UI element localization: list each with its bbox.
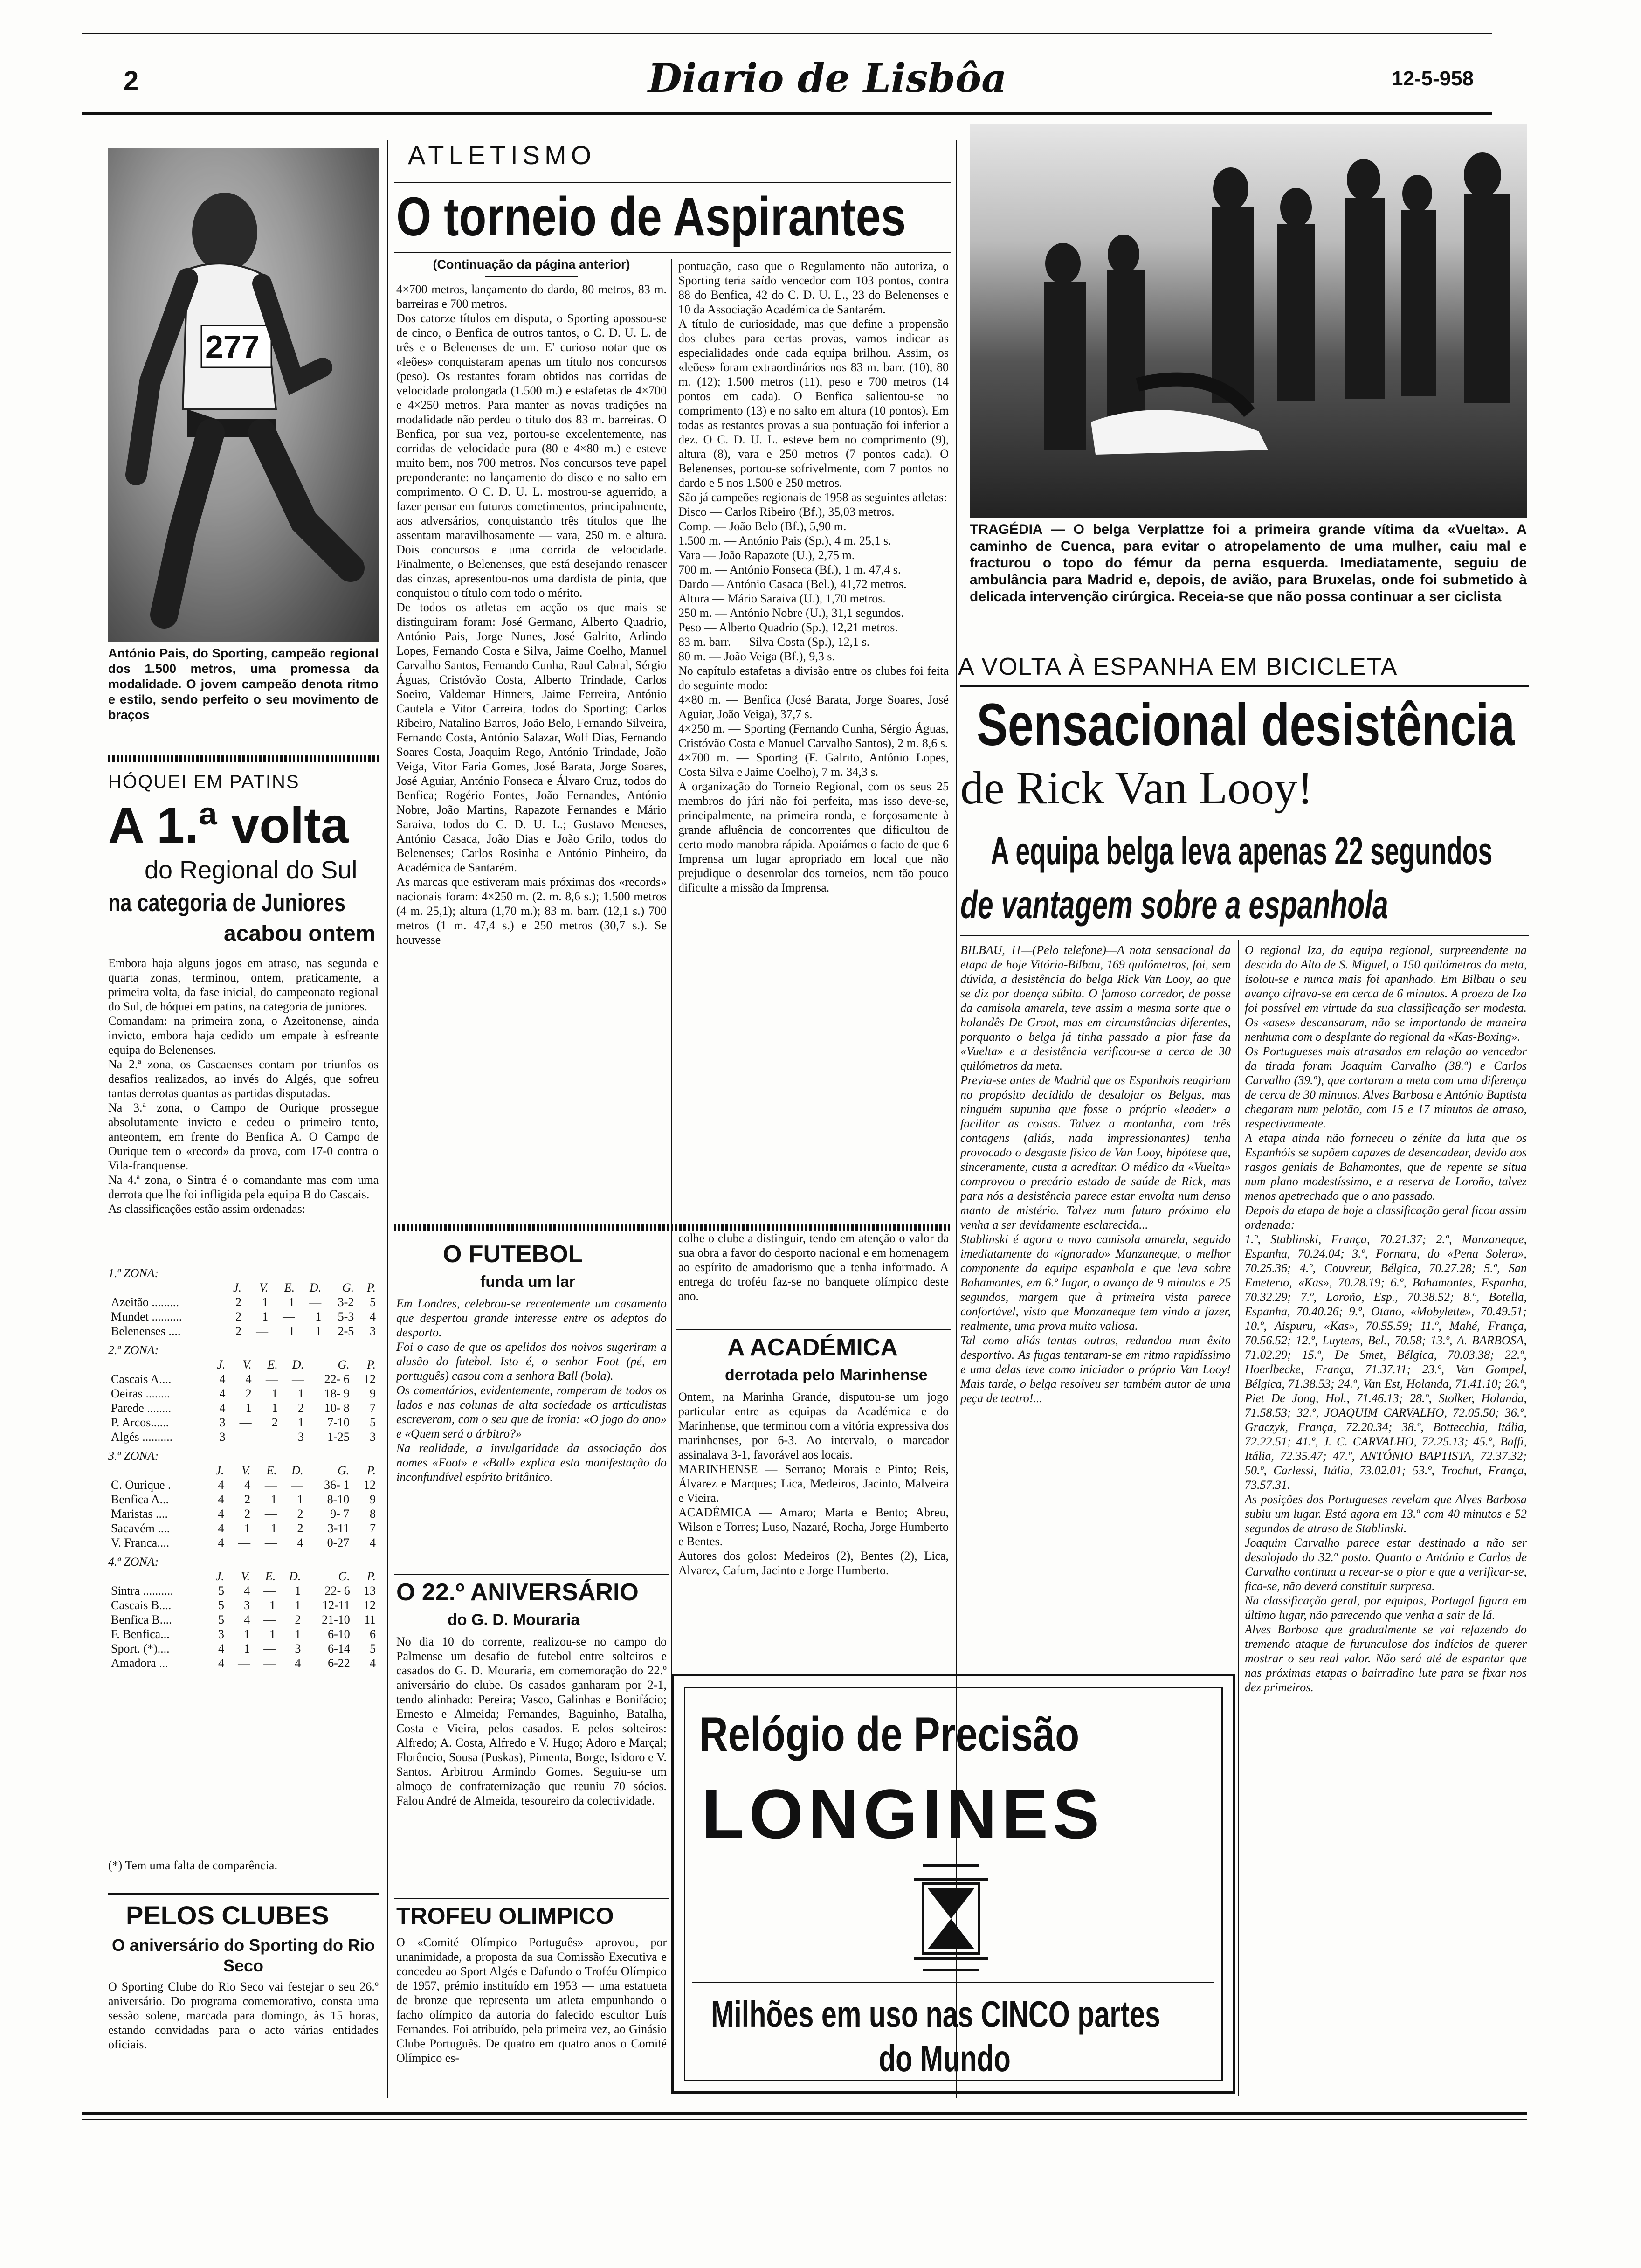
tragedia-caption: TRAGÉDIA — O belga Verplattze foi a primeira grande vítima da «Vuelta». A caminho de Cuenca, para evitar o atropelamento de uma mulher, caiu mal e fracturou o topo do fémur da perna esquerda. Imediatamente, seguiu de ambulância para Madrid e, depois, de avião, para Bruxelas, onde foi submetido à delicada intervenção cirúrgica. Receia-se que não possa continuar a ser ciclista xyxy=(970,522,1527,604)
table-row: Benfica B.... 5 4 — 2 21-10 11 xyxy=(111,1613,376,1626)
futebol-title: O FUTEBOL xyxy=(443,1241,583,1268)
masthead-date: 12-5-958 xyxy=(1392,67,1474,90)
table-row: Oeiras ........ 4 2 1 1 18- 9 9 xyxy=(111,1387,376,1400)
table-row: Sintra .......... 5 4 — 1 22- 6 13 xyxy=(111,1584,376,1597)
atletismo-headline: O torneio de Aspirantes xyxy=(396,186,906,248)
table-header: J. V. E. D. G. P. xyxy=(217,1358,376,1371)
volta-headline-d: de vantagem sobre a espanhola xyxy=(960,883,1388,927)
standings-table xyxy=(108,1280,379,1338)
mouraria-subtitle: do G. D. Mouraria xyxy=(448,1611,580,1629)
divider xyxy=(108,755,379,762)
runner-caption: António Pais, do Sporting, campeão regional dos 1.500 metros, uma promessa da modalidade. O jovem campeão denota ritmo e estilo, sendo perfeito o seu movimento de braços xyxy=(108,646,379,722)
page-number: 2 xyxy=(124,66,139,96)
ad-headline: Relógio de Precisão xyxy=(699,1708,1080,1762)
table-row: Parede ........ 4 1 1 2 10- 8 7 xyxy=(111,1401,376,1415)
table-row: V. Franca.... 4 — — 4 0-27 4 xyxy=(111,1536,376,1549)
top-rule xyxy=(82,33,1492,34)
trofeu-body: O «Comité Olímpico Português» aprovou, por unanimidade, a proposta da sua Comissão Executiva e concedeu ao Sport Algés e Dafundo o Troféu Olímpico de 1957, prémio instituído em 1953 — uma estatueta de bronze que representa um atleta empunhando o facho olímpico da autoria do falecido escultor Luís Fernandes. Foi atribuído, pela primeira vez, ao Ginásio Clube Português. De quatro em quatro anos o Comité Olímpico es- xyxy=(396,1936,667,2065)
zone-label: 4.ª ZONA: xyxy=(108,1555,159,1569)
table-row: Cascais A.... 4 4 — — 22- 6 12 xyxy=(111,1372,376,1386)
masthead-rule xyxy=(82,112,1492,115)
volta-headline-b: de Rick Van Looy! xyxy=(960,762,1313,814)
atletismo-section: ATLETISMO xyxy=(408,140,596,170)
atletismo-col1: 4×700 metros, lançamento do dardo, 80 metros, 83 m. barreiras e 700 metros. Dos catorze títulos em disputa, o Sporting apossou-se de cinco, o Benfica de outros tantos, o C. D. U. L. de três e o Belenenses de um. E' curioso notar que os «leões» conquistaram apenas um título nos concursos (peso). Os restantes foram obtidos nas corridas de velocidade prolongada (1.500 m.) e estafetas de 4×700 e 4×250 metros. Para manter as novas tradições na modalidade não perdeu o título dos 83 m. barreiras. O Benfica, por sua vez, portou-se excelentemente, nas corridas de velocidade pura (80 e 4×80 m.) e esteve muito bem, nos 700 metros. Nos concursos teve papel preponderante: no lançamento do disco e no salto em comprimento. O C. D. U. L. mostrou-se aguerrido, a fazer pensar em futuros cometimentos, principalmente, aos adversários, conquistando três títulos que lhe assentam maravilhosamente — vara, 250 m. e altura. Dois concursos e uma corrida de velocidade. Finalmente, o Belenenses, que está desejando renascer das cinzas, apresentou-nos uma dardista de pinta, que conquistou o título com todo o mérito. De todos os atletas em acção os que mais se distinguiram foram: José Germano, Alberto Quadrio, António Pais, Jorge Nunes, José Galrito, Arlindo Lopes, Fernando Costa e Silva, Jaime Coelho, Manuel Carvalho Santos, Fernando Cunha, Raul Cabral, Sérgio Águas, Cristóvão Costa, Alberto Trindade, Carlos Soeiro, Valdemar Hinners, Jaime Ferreira, António Cautela e Vitor Carreira, todos do Sporting; Carlos Ribeiro, Natalino Barros, João Belo, Fernando Silveira, Fernando Costa, António Salazar, Wolf Dias, Fernando Soares Costa, Joaquim Rego, António Trindade, João Veiga, Vitor Faria Gomes, José Barata, Jorge Soares, José Aguiar, António Fonseca e Álvaro Cruz, todos do Benfica; Rogério Fontes, João Fernandes, António Nobre, João Martins, Rapazote Fernandes e Mário Saraiva, todos do C. D. U. L.; Gustavo Meneses, António Casaca, João Dias e João Grilo, todos do Belenenses; Carlos Rosinha e António Pinheiro, da Académica de Santarém. As marcas que estiveram mais próximas dos «records» nacionais foram: 4×250 m. (2. m. 8,6 s.); 1.500 metros (4 m. 25,1); altura (1,70 m.); 83 m. barr. (12,1 s.) 700 metros (1 m. 47,4 s.) e 250 metros (30,7 s.). Se houvesse xyxy=(396,283,667,947)
standings-table xyxy=(108,1463,379,1550)
futebol-body: Em Londres, celebrou-se recentemente um casamento que despertou grande interesse entre os adeptos do desporto. Foi o caso de que os apelidos dos noivos sugeriram a alusão do futebol. Isto é, o senhor Foot (pé, em português) casou com a senhora Ball (bola). Os comentários, evidentemente, romperam de todos os lados e nas colunas de alta sociedade os articulistas escreveram, com o seu que de ironia: «O jogo do ano» e «Quem será o árbitro?» Na realidade, a invulgaridade da associação dos nomes «Foot» e «Ball» explica esta manifestação do inconfundível espírito britânico. xyxy=(396,1297,667,1484)
volta-headline: Sensacional desistência xyxy=(977,691,1515,758)
hoquei-headline-b: do Regional do Sul xyxy=(145,856,358,884)
runner-figure xyxy=(108,148,379,642)
volta-headline-c: A equipa belga leva apenas 22 segundos xyxy=(991,829,1493,873)
continuation-note: (Continuação da página anterior) xyxy=(433,257,630,271)
hourglass-logo xyxy=(914,1860,988,1972)
table-row: Belenenses .... 2 — 1 1 2-5 3 xyxy=(111,1324,376,1338)
table-row: P. Arcos...... 3 — 2 1 7-10 5 xyxy=(111,1416,376,1429)
academica-title: A ACADÉMICA xyxy=(727,1334,898,1361)
zone-label: 1.ª ZONA: xyxy=(108,1266,159,1280)
standings-table xyxy=(108,1357,379,1444)
mouraria-title: O 22.º ANIVERSÁRIO xyxy=(396,1579,639,1606)
hoquei-standings xyxy=(108,1266,379,1670)
table-row: Cascais B.... 5 3 1 1 12-11 12 xyxy=(111,1598,376,1612)
masthead-title: Diario de Lisbôa xyxy=(648,55,1007,101)
trofeu-title: TROFEU OLIMPICO xyxy=(396,1903,614,1929)
hoquei-section: HÓQUEI EM PATINS xyxy=(108,772,300,792)
atletismo-col2: pontuação, caso que o Regulamento não autoriza, o Sporting teria saído vencedor com 103 pontos, contra 88 do Benfica, 42 do C. D. U. L., 23 do Belenenses e 10 da Associação Académica de Santarém. A título de curiosidade, mas que define a propensão dos clubes para certas provas, vamos indicar as especialidades onde cada equipa brilhou. Assim, os «leões» foram extraordinários nos 83 m. barr. (10), 80 m. (12); 1.500 metros (11), peso e 700 metros (14 pontos em cada). O Benfica salientou-se no comprimento (13) e no salto em altura (10 pontos). Em todas as restantes provas a sua pontuação foi inferior a dez. O C. D. U. L. esteve bem no comprimento (9), altura (8), vara e 250 metros (7 pontos cada). O Belenenses, portou-se sofrivelmente, com 7 pontos no dardo e 5 nos 1.500 e 250 metros. São já campeões regionais de 1958 as seguintes atletas: Disco — Carlos Ribeiro (Bf.), 35,03 metros. Comp. — João Belo (Bf.), 5,90 m. 1.500 m. — António Pais (Sp.), 4 m. 25,1 s. Vara — João Rapazote (U.), 2,75 m. 700 m. — António Fonseca (Bf.), 1 m. 47,4 s. Dardo — António Casaca (Bel.), 41,72 metros. Altura — Mário Saraiva (U.), 1,70 metros. 250 m. — António Nobre (U.), 31,1 segundos. Peso — Alberto Quadrio (Sp.), 12,21 metros. 83 m. barr. — Silva Costa (Sp.), 12,1 s. 80 m. — João Veiga (Bf.), 9,3 s. No capítulo estafetas a divisão entre os clubes foi feita do seguinte modo: 4×80 m. — Benfica (José Barata, Jorge Soares, José Aguiar, João Veiga), 37,7 s. 4×250 m. — Sporting (Fernando Cunha, Sérgio Águas, Cristóvão Costa e Manuel Carvalho Santos), 2 m. 8,6 s. 4×700 m. — Sporting (F. Galrito, António Lopes, Costa Silva e Jaime Coelho), 7 m. 34,3 s. A organização do Torneio Regional, com os seus 25 membros do júri não foi perfeita, mas isso deve-se, principalmente, na primeira ronda, e forçosamente à grande afluência de concorrentes que dificultou de certo modo manobra rápida. Apoiámos o facto de que 6 Imprensa um lugar apropriado em local que não prejudique o desenrolar dos torneios, nem tão pouco dificulte a missão da Imprensa. xyxy=(678,259,949,894)
academica-subtitle: derrotada pelo Marinhense xyxy=(725,1366,928,1384)
table-row: Sport. (*).... 4 1 — 3 6-14 5 xyxy=(111,1642,376,1655)
table-row: C. Ourique . 4 4 — — 36- 1 12 xyxy=(111,1478,376,1492)
table-header: J. V. E. D. G. P. xyxy=(215,1464,376,1477)
table-row: Algés .......... 3 — — 3 1-25 3 xyxy=(111,1430,376,1444)
bottom-rule xyxy=(82,2112,1527,2115)
futebol-cont: colhe o clube a distinguir, tendo em atenção o valor da sua obra a favor do desporto nacional e em homenagem ao espírito de amadorismo que a tenha informado. A entrega do troféu faz-se no banquete olímpico deste ano. xyxy=(678,1231,949,1303)
zone-label: 2.ª ZONA: xyxy=(108,1343,159,1357)
academica-body: Ontem, na Marinha Grande, disputou-se um jogo particular entre as equipas da Académica e do Marinhense, que terminou com a vitória expressiva dos marinhenses, por 6-3. Ao intervalo, o marcador assinalava 3-1, favorável aos locais. MARINHENSE — Serrano; Morais e Pinto; Reis, Álvarez e Marques; Lica, Medeiros, Jacinto, Malveira e Vieira. ACADÉMICA — Amaro; Marta e Bento; Abreu, Wilson e Torres; Luso, Nazaré, Rocha, Jorge Humberto e Bentes. Autores dos golos: Medeiros (2), Bentes (2), Lica, Alvarez, Cafum, Jacinto e Jorge Humberto. xyxy=(678,1390,949,1577)
ad-brand: LONGINES xyxy=(702,1775,1104,1853)
longines-ad xyxy=(671,1674,1235,2094)
clubes-body: O Sporting Clube do Rio Seco vai festejar o seu 26.º aniversário. Do programa comemorativo, consta uma sessão solene, marcada para domingo, às 15 horas, estando convidadas para o acto várias entidades oficiais. xyxy=(108,1980,379,2051)
hoquei-footnote: (*) Tem uma falta de comparência. xyxy=(108,1859,277,1872)
clubes-title: PELOS CLUBES xyxy=(126,1901,329,1930)
table-row: Mundet .......... 2 1 — 1 5-3 4 xyxy=(111,1310,376,1323)
table-row: Azeitão ......... 2 1 1 — 3-2 5 xyxy=(111,1295,376,1309)
volta-section: A VOLTA À ESPANHA EM BICICLETA xyxy=(958,653,1398,680)
ad-tagline: Milhões em uso nas CINCO partes xyxy=(711,1993,1160,2035)
zone-label: 3.ª ZONA: xyxy=(108,1449,159,1463)
bib-number: 277 xyxy=(205,329,260,365)
futebol-subtitle: funda um lar xyxy=(480,1273,576,1291)
volta-col1: BILBAU, 11—(Pelo telefone)—A nota sensacional da etapa de hoje Vitória-Bilbau, 169 quilómetros, foi, sem dúvida, a desistência do belga Rick Van Looy, ao que se diz por doença súbita. O famoso corredor, de posse da camisola amarela, teve assim a mesma sorte que o holandês De Groot, mas em circunstâncias diferentes, porquanto o belga já tinha passado a pior fase da «Vuelta» e a desistência verificou-se a cerca de 30 quilómetros da meta. Previa-se antes de Madrid que os Espanhois reagiriam no propósito decidido de desalojar os Belgas, mas ninguém supunha que fosse o próprio «leader» a facilitar as coisas. Talvez a montanha, com três contagens (aliás, nada impressionantes) tenha provocado o desgaste físico de Van Looy, hipótese que, sinceramente, custa a acreditar. O médico da «Vuelta» comprovou o precário estado de saúde de Rick, mas para nós a desistência parece estar envolta num denso manto de mistério. Talvez num futuro próximo ela venha a ser devidamente esclarecida... Stablinski é agora o novo camisola amarela, seguido imediatamente do «ignorado» Manzaneque, o melhor componente da equipa espanhola e que leva sobre Bahamontes, em 6.º lugar, o avanço de 9 minutos e 25 segundos, margem que à primeira vista parece confortável, visto que Manzaneque tem vindo a fazer, realmente, uma prova muito valiosa. Tal como aliás tantas outras, redundou num êxito desportivo. As fugas tentaram-se em ritmo rapidíssimo e uma delas teve como iniciador o próprio Van Looy! Mais tarde, o belga resolveu ser também autor de uma peça de teatro!... xyxy=(960,943,1231,1405)
tragedia-photo xyxy=(970,124,1527,518)
volta-col2: O regional Iza, da equipa regional, surpreendente na descida do Alto de S. Miguel, a 150 quilómetros da meta, isolou-se e nunca mais foi apanhado. Em Bilbau o seu avanço cifrava-se em cerca de 6 minutos. A proeza de Iza foi possível em virtude da sua classificação ser modesta. Os «ases» descansaram, não se importando de maneira nenhuma com o desplante do regional da «Kas-Boxing». Os Portugueses mais atrasados em relação ao vencedor da tirada foram Joaquim Carvalho (38.º) e Carlos Carvalho (39.º), que cortaram a meta com uma diferença de cerca de 30 minutos. Alves Barbosa e António Baptista chegaram num pelotão, com 15 e 17 minutos de atraso, respectivamente. A etapa ainda não forneceu o zénite da luta que os Espanhóis se supõem capazes de desencadear, devido aos rasgos geniais de Bahamontes, que de repente se situa num plano modestíssimo, e a reserva de Loroño, talvez menos apetrechado que o ano passado. Depois da etapa de hoje a classificação geral ficou assim ordenada: 1.º, Stablinski, França, 70.21.37; 2.º, Manzaneque, Espanha, 70.24.04; 3.º, Fornara, do «Pena Solera», 70.25.36; 4.º, Couvreur, Bélgica, 70.27.28; 5.º, San Emeterio, «Kas», 70.28.19; 6.º, Bahamontes, Espanha, 70.32.29; 7.º, Loroño, Esp., 70.38.52; 8.º, Botella, Espanha, 70.40.26; 9.º, Otano, «Mobylette», 70.49.51; 10.º, Aispuru, «Kas», 70.55.59; 11.º, Mahé, França, 70.56.52; 12.º, Luytens, Bel., 70.58; 13.º, A. BARBOSA, 71.02.29; 15.º, De Smet, Bélgica, 70.03.38; 22.º, Hoerlbecke, França, 71.37.11; 23.º, Van Gompel, Bélgica, 71.38.53; 24.º, Van Est, Holanda, 71.41.10; 26.º, Piet De Jong, Hol., 71.46.13; 28.º, Stolker, Holanda, 71.58.53; 32.º, JOAQUIM CARVALHO, 72.05.50; 36.º, Graczyk, França, 72.20.34; 38.º, Bottecchia, Itália, 72.22.51; 41.º, J. C. CARVALHO, 72.25.13; 45.º, Baffi, Itália, 72.35.47; 47.º, ANTÓNIO BAPTISTA, 72.37.32; 50.º, Carlessi, Itália, 73.02.01; 53.º, Trochut, França, 73.57.31. As posições dos Portugueses revelam que Alves Barbosa subiu um lugar. Está agora em 13.º com 40 minutos e 52 segundos de atraso de Stablinski. Joaquim Carvalho parece estar destinado a não ser desalojado do 32.º posto. Quanto a António e Carlos de Carvalho continua a recear-se o pior e que a verificar-se, fica-se, não deverá constituir surpresa. Na classificação geral, por equipas, Portugal figura em último lugar, não parecendo que venha a sair de lá. Alves Barbosa que gradualmente se vai refazendo do tremendo ataque de furunculose dos indícios de querer mostrar o seu real valor. Não será até de espantar que nas próximas etapas o bairradino lute para se fixar nos dez primeiros. xyxy=(1245,943,1527,1694)
ad-tagline-2: do Mundo xyxy=(879,2038,1011,2079)
table-row: Amadora ... 4 — — 4 6-22 4 xyxy=(111,1656,376,1670)
hoquei-headline-d: acabou ontem xyxy=(224,921,376,946)
hoquei-headline-c: na categoria de Juniores xyxy=(108,889,345,917)
table-row: Benfica A... 4 2 1 1 8-10 9 xyxy=(111,1493,376,1506)
mouraria-body: No dia 10 do corrente, realizou-se no campo do Palmense um desafio de futebol entre solteiros e casados do G. D. Mouraria, em comemoração do 22.º aniversário do clube. Os casados ganharam por 2-1, tendo alinhado: Pereira; Vasco, Galinhas e Bonifácio; Ernesto e Almeida; Fernandes, Baguinho, Batalha, Costa e Vieira, pelos casados. E pelos solteiros: Alfredo; A. Costa, Alfredo e V. Hugo; Adoro e Marçal; Florêncio, Sousa (Puskas), Pimenta, Borge, Isidoro e V. Santos. Arbitrou Armindo Gomes. Seguiu-se um almoço de confraternização que reuniu 70 sócios. Falou André de Almeida, tesoureiro da colectividade. xyxy=(396,1635,667,1807)
hoquei-body: Embora haja alguns jogos em atraso, nas segunda e quarta zonas, terminou, ontem, praticamente, a primeira volta, da fase inicial, do campeonato regional do Sul, de hóquei em patins, na categoria de juniores. Comandam: na primeira zona, o Azeitonense, ainda invicto, embora haja cedido um empate à esfreante equipa do Belenenses. Na 2.ª zona, os Cascaenses contam por triunfos os desafios realizados, ao invés do Algés, que sofreu tantas derrotas quantas as partidas disputadas. Na 3.ª zona, o Campo de Ourique prossegue absolutamente invicto e cedeu o primeiro tento, anteontem, em frente do Benfica A. O Campo de Ourique tem o «record» da prova, com 17-0 contra o Vila-franquense. Na 4.ª zona, o Sintra é o comandante mas com uma derrota que lhe foi infligida pela equipa B do Cascais. As classificações estão assim ordenadas: xyxy=(108,956,379,1216)
crowd-figures xyxy=(970,124,1527,518)
hoquei-headline: A 1.ª volta xyxy=(108,797,349,853)
standings-table xyxy=(108,1569,379,1670)
table-header: J. V. E. D. G. P. xyxy=(233,1281,376,1294)
runner-photo xyxy=(108,148,379,642)
table-row: Sacavém .... 4 1 1 2 3-11 7 xyxy=(111,1521,376,1535)
table-row: Maristas .... 4 2 — 2 9- 7 8 xyxy=(111,1507,376,1521)
clubes-subtitle: O aniversário do Sporting do Rio Seco xyxy=(111,1936,375,1975)
table-row: F. Benfica... 3 1 1 1 6-10 6 xyxy=(111,1627,376,1641)
table-header: J. V. E. D. G. P. xyxy=(215,1570,376,1583)
